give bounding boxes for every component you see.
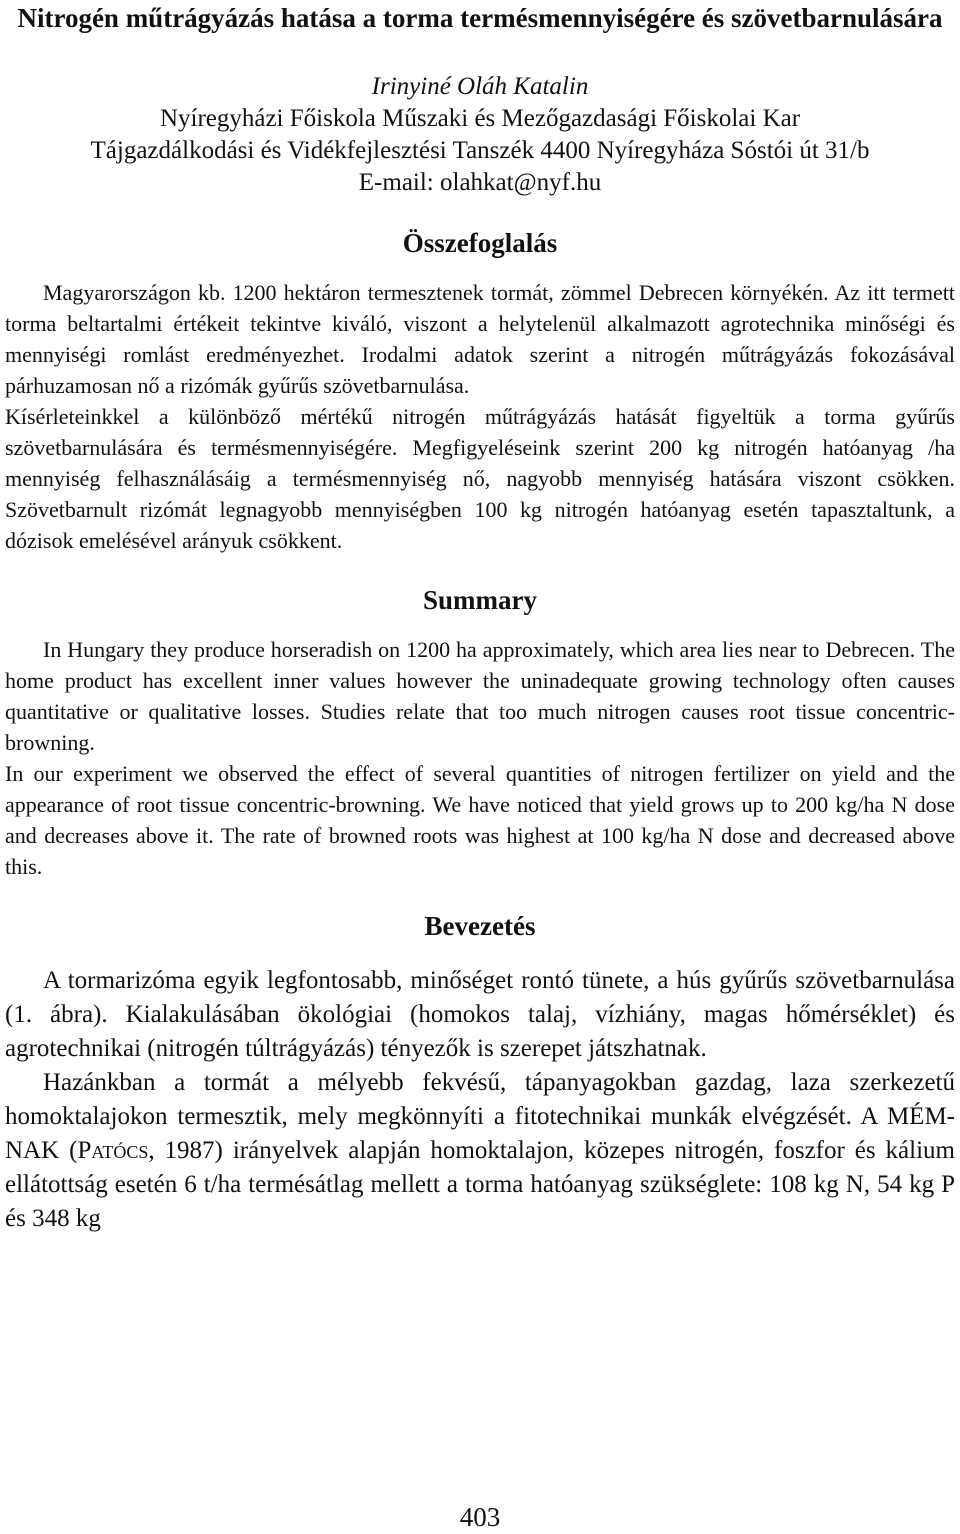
osszefoglalas-paragraph-2: Kísérleteinkkel a különböző mértékű nitrogén műtrágyázás hatását figyeltük a torma gyűrűs szövetbarnulására és termésmennyiségére. Megfigyeléseink szerint 200 kg nitrogén hatóanyag /ha mennyiség felhasználásáig a termésmennyiség nő, nagyobb mennyiség hatására viszont csökken. Szövetbarnult rizómát legnagyobb mennyiségben 100 kg nitrogén hatóanyag esetén tapasztaltunk, a dózisok emelésével arányuk csökkent. — [5, 404, 955, 553]
summary-paragraph-2: In our experiment we observed the effect of several quantities of nitrogen fertilizer on yield and the appearance of root tissue concentric-browning. We have noticed that yield grows up to 200 kg/ha N dose and decreases above it. The rate of browned roots was highest at 100 kg/ha N dose and decreased above this. — [5, 761, 955, 879]
article-title: Nitrogén műtrágyázás hatása a torma termésmennyiségére és szövetbarnulására — [17, 3, 943, 33]
summary-paragraph-1: In Hungary they produce horseradish on 1200 ha approximately, which area lies near to Debrecen. The home product has excellent inner values however the uninadequate growing technology often causes quantitative or qualitative losses. Studies relate that too much nitrogen causes root tissue concentric-browning. — [5, 637, 955, 755]
author-block — [5, 71, 955, 199]
affiliation-line-1: Nyíregyházi Főiskola Műszaki és Mezőgazdasági Főiskolai Kar — [159, 105, 801, 132]
hungarian-abstract — [5, 277, 955, 556]
bevezetes-paragraph-1: A tormarizóma egyik legfontosabb, minőséget rontó tünete, a hús gyűrűs szövetbarnulása (1. ábra). Kialakulásában ökológiai (homokos talaj, vízhiány, magas hőmérséklet) és agrotechnikai (nitrogén túltrágyázás) tényezők is szerepet játszhatnak. — [5, 967, 955, 1062]
author-name: Irinyiné Oláh Katalin — [371, 73, 589, 100]
bevezetes-paragraph-2 — [5, 1066, 955, 1236]
bevezetes-paragraph-2-end: , 1987) irányelvek alapján homoktalajon, közepes nitrogén, foszfor és kálium ellátottság esetén 6 t/ha termésátlag mellett a torma hatóanyag szükséglete: 108 kg N, 54 kg P és 348 kg — [5, 1137, 955, 1232]
affiliation-line-2: Tájgazdálkodási és Vidékfejlesztési Tanszék 4400 Nyíregyháza Sóstói út 31/b — [90, 137, 870, 164]
introduction-body — [5, 964, 955, 1236]
heading-bevezetes: Bevezetés — [424, 911, 536, 941]
citation-author: Patócs — [77, 1137, 149, 1164]
page-number: 403 — [459, 1502, 501, 1532]
heading-summary: Summary — [423, 585, 537, 615]
bevezetes-paragraph-2-start: Hazánkban a tormát a mélyebb fekvésű, tápanyagokban gazdag, laza szerkezetű homoktalajokon termesztik, mely megkönnyíti a fitotechnikai munkák elvégzését. A MÉM-NAK ( — [5, 1069, 955, 1164]
osszefoglalas-paragraph-1: Magyarországon kb. 1200 hektáron termesztenek tormát, zömmel Debrecen környékén. Az itt termett torma beltartalmi értékeit tekintve kiváló, viszont a helytelenül alkalmazott agrotechnika minőségi és mennyiségi romlást eredményezhet. Irodalmi adatok szerint a nitrogén műtrágyázás fokozásával párhuzamosan nő a rizómák gyűrűs szövetbarnulása. — [5, 280, 955, 398]
english-abstract — [5, 634, 955, 882]
author-email: E-mail: olahkat@nyf.hu — [358, 169, 602, 196]
heading-osszefoglalas: Összefoglalás — [402, 228, 558, 258]
article-page — [5, 0, 955, 1236]
